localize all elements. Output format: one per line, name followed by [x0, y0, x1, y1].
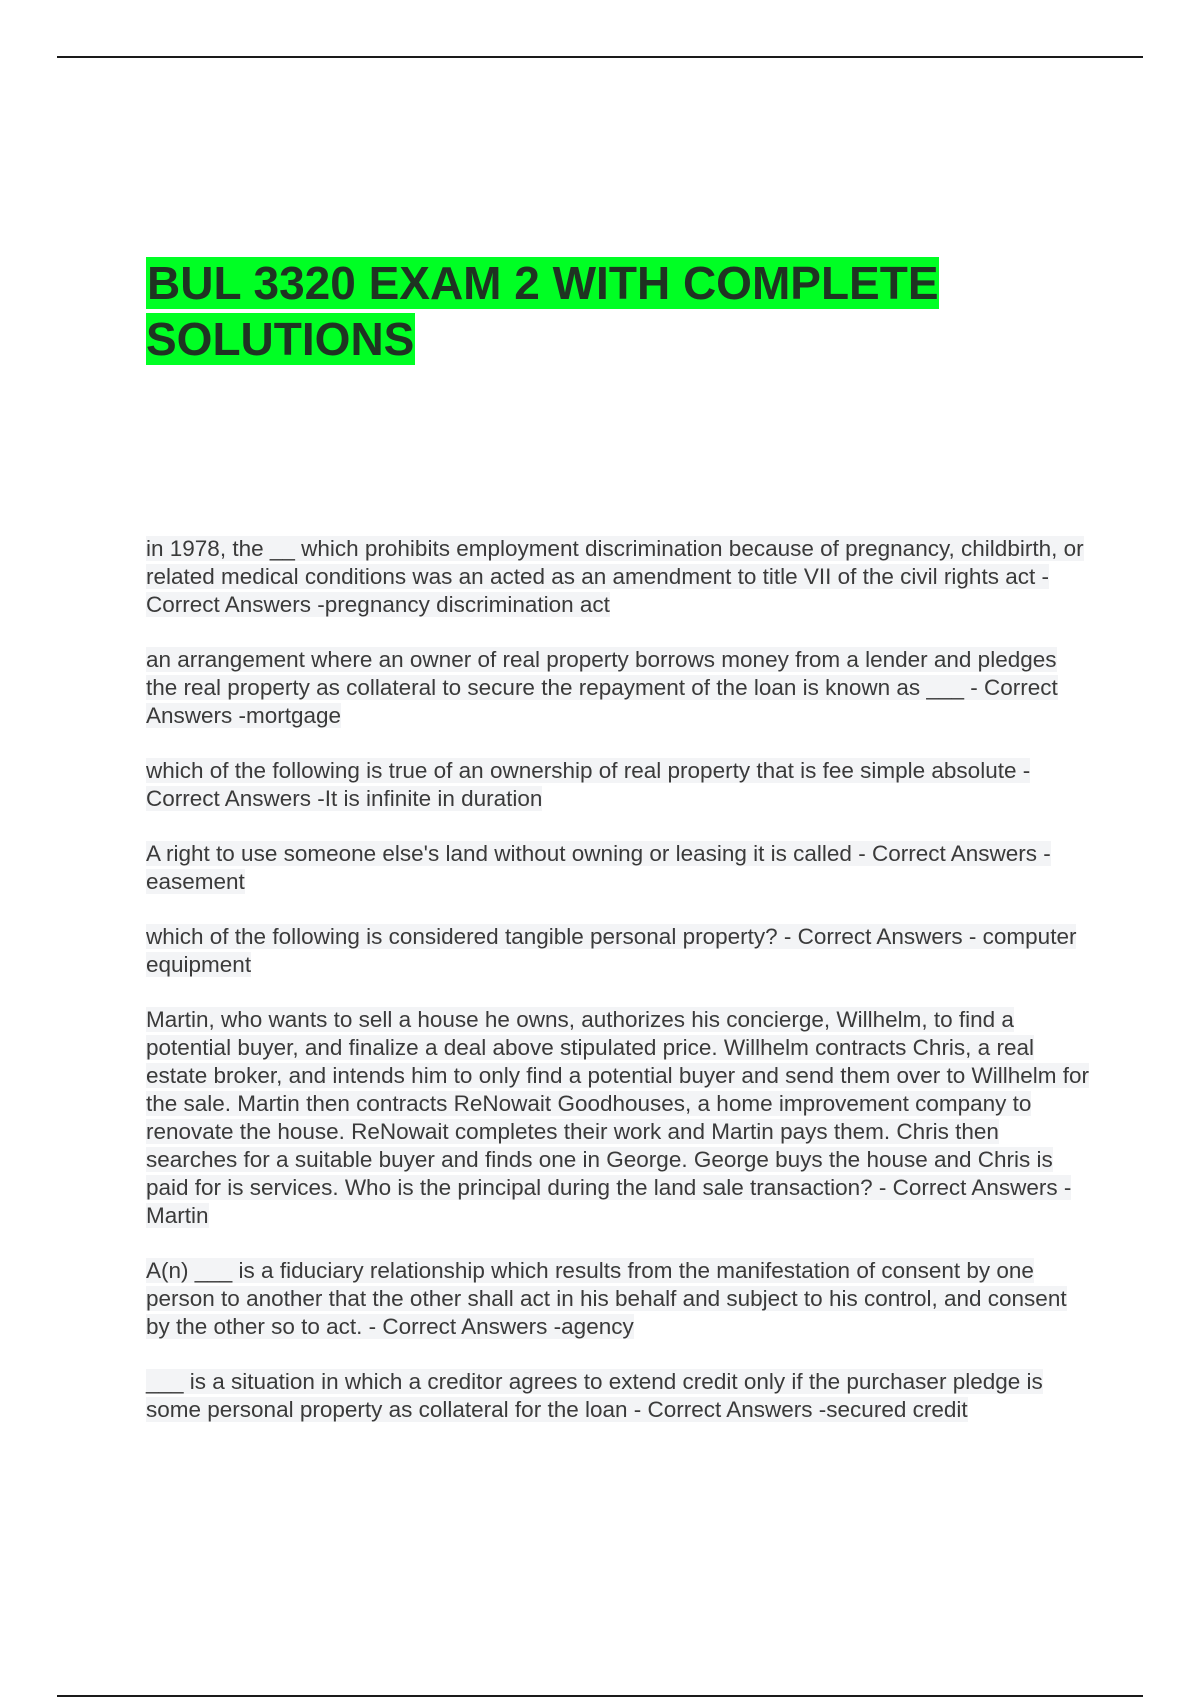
- qa-item: [146, 535, 1091, 619]
- qa-item-text: an arrangement where an owner of real property borrows money from a lender and pledges the real property as collateral to secure the repayment of the loan is known as ___ - Correct Answers -mortgage: [146, 647, 1058, 728]
- qa-item: [146, 1006, 1091, 1230]
- qa-item: [146, 1257, 1091, 1341]
- header-rule: [57, 56, 1143, 58]
- qa-item-text: A(n) ___ is a fiduciary relationship which results from the manifestation of consent by one person to another that the other shall act in his behalf and subject to his control, and consent by the other so to act. - Correct Answers -agency: [146, 1258, 1067, 1339]
- qa-item-text: which of the following is true of an ownership of real property that is fee simple absolute - Correct Answers -It is infinite in duration: [146, 758, 1031, 811]
- qa-item: [146, 923, 1091, 979]
- qa-item: [146, 646, 1091, 730]
- qa-item-text: ___ is a situation in which a creditor agrees to extend credit only if the purchaser pledge is some personal property as collateral for the loan - Correct Answers -secured credit: [146, 1369, 1043, 1422]
- qa-item-text: A right to use someone else's land without owning or leasing it is called - Correct Answers -easement: [146, 841, 1051, 894]
- question-answer-list: [146, 535, 1091, 1451]
- footer-rule: [57, 1695, 1143, 1697]
- qa-item-text: Martin, who wants to sell a house he owns, authorizes his concierge, Willhelm, to find a potential buyer, and finalize a deal above stipulated price. Willhelm contracts Chris, a real estate broker, and intends him to only find a potential buyer and send them over to Willhelm for the sale. Martin then contracts ReNowait Goodhouses, a home improvement company to renovate the house. ReNowait completes their work and Martin pays them. Chris then searches for a suitable buyer and finds one in George. George buys the house and Chris is paid for is services. Who is the principal during the land sale transaction? - Correct Answers -Martin: [146, 1007, 1090, 1228]
- document-title: [146, 255, 1106, 367]
- qa-item-text: in 1978, the __ which prohibits employment discrimination because of pregnancy, childbirth, or related medical conditions was an acted as an amendment to title VII of the civil rights act - Correct Answers -pregnancy discrimination act: [146, 536, 1084, 617]
- title-highlight: BUL 3320 EXAM 2 WITH COMPLETE SOLUTIONS: [146, 257, 939, 365]
- qa-item: [146, 757, 1091, 813]
- qa-item-text: which of the following is considered tangible personal property? - Correct Answers - computer equipment: [146, 924, 1077, 977]
- qa-item: [146, 840, 1091, 896]
- qa-item: [146, 1368, 1091, 1424]
